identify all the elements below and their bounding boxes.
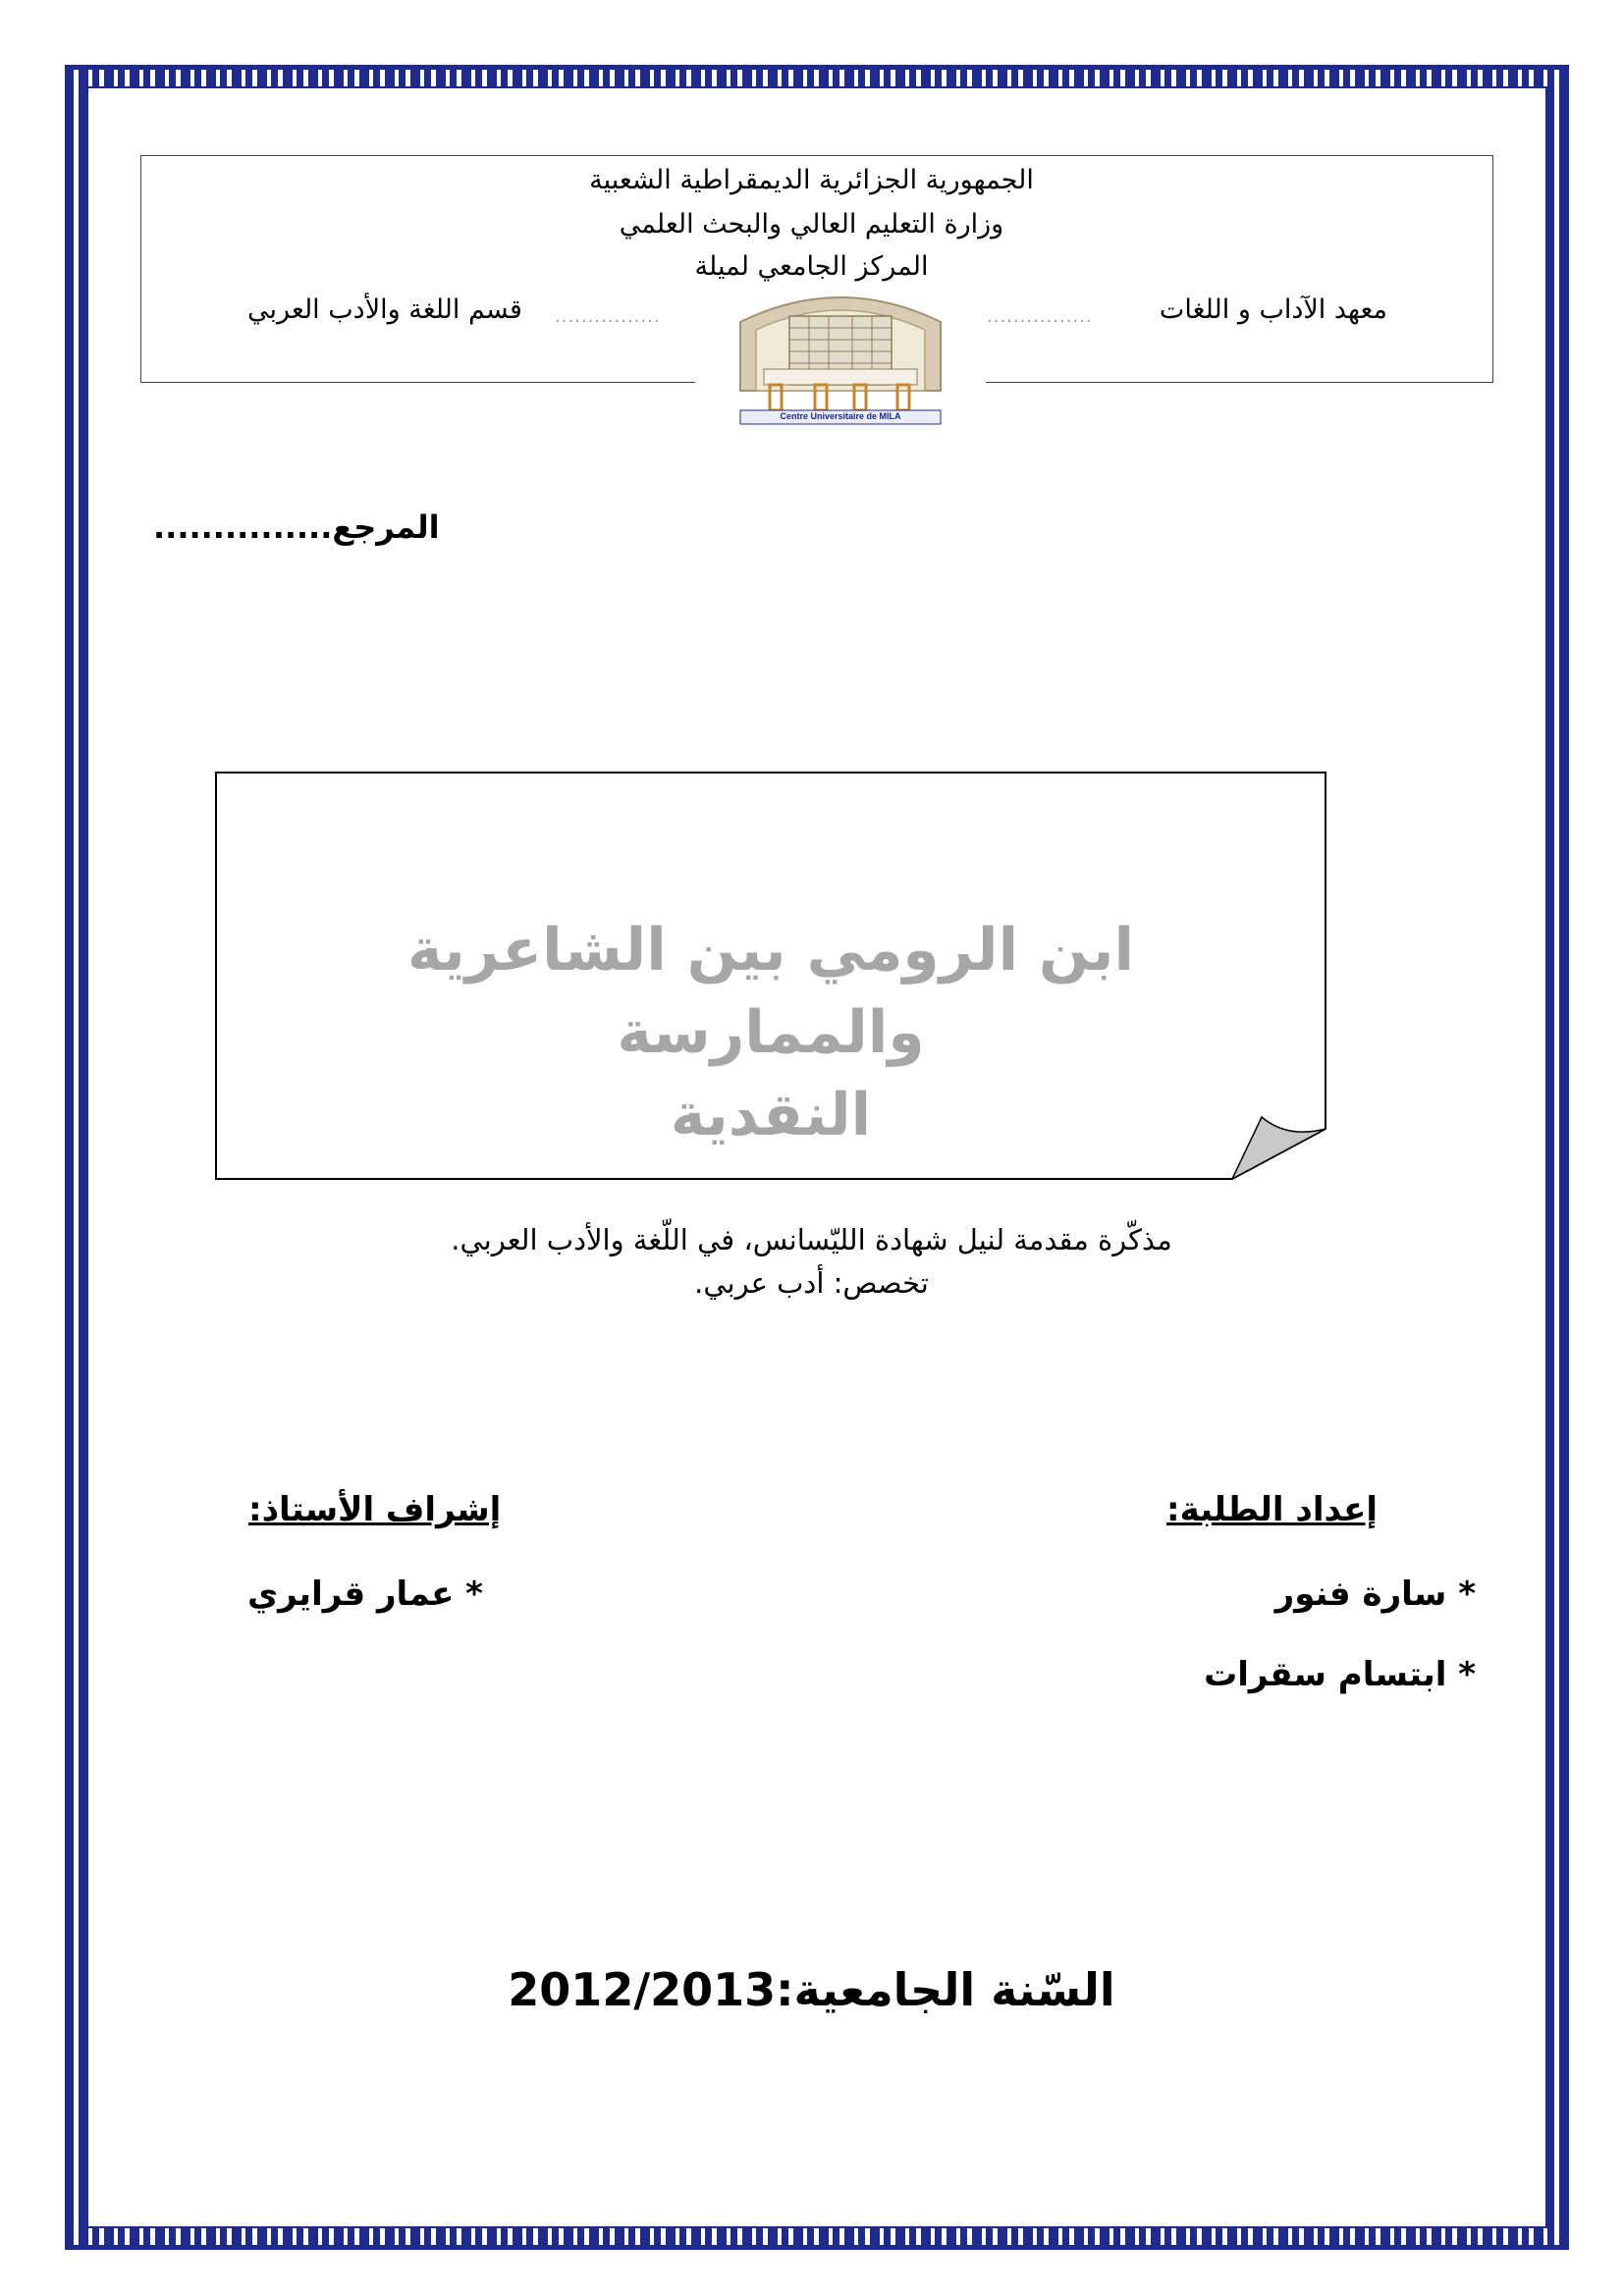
thesis-title-line-2: النقدية: [670, 1081, 872, 1149]
academic-year: السّنة الجامعية:2012/2013: [508, 1963, 1115, 2016]
reference-number: المرجع...............: [153, 508, 440, 546]
institute-name: معهد الآداب و اللغات: [1159, 294, 1387, 325]
university-logo: [695, 283, 986, 426]
thesis-title: [215, 909, 1326, 1156]
ministry-name: وزارة التعليم العالي والبحث العلمي: [619, 209, 1004, 240]
thesis-purpose: مذكّرة مقدمة لنيل شهادة الليّسانس، في اللّغة والأدب العربي.: [451, 1223, 1172, 1256]
student-name-1: * سارة فنور: [1274, 1575, 1476, 1614]
republic-name: الجمهورية الجزائرية الديمقراطية الشعبية: [589, 165, 1034, 195]
dotted-leader-right: ................: [987, 306, 1093, 327]
logo-caption: Centre Universitaire de MILA: [780, 411, 901, 421]
supervisor-heading: إشراف الأستاذ:: [248, 1490, 502, 1529]
students-heading: إعداد الطلبة:: [1166, 1490, 1378, 1529]
university-center-name: المركز الجامعي لميلة: [694, 251, 929, 282]
department-name: قسم اللغة والأدب العربي: [247, 294, 522, 325]
thesis-title-line-1: ابن الرومي بين الشاعرية والممارسة: [406, 916, 1135, 1067]
thesis-title-card: [215, 772, 1326, 1180]
university-building-icon: [695, 283, 986, 426]
supervisor-name: * عمار قرايري: [247, 1575, 483, 1614]
student-name-2: * ابتسام سقرات: [1204, 1655, 1476, 1694]
thesis-specialty: تخصص: أدب عربي.: [694, 1266, 929, 1300]
dotted-leader-left: ................: [555, 306, 661, 327]
